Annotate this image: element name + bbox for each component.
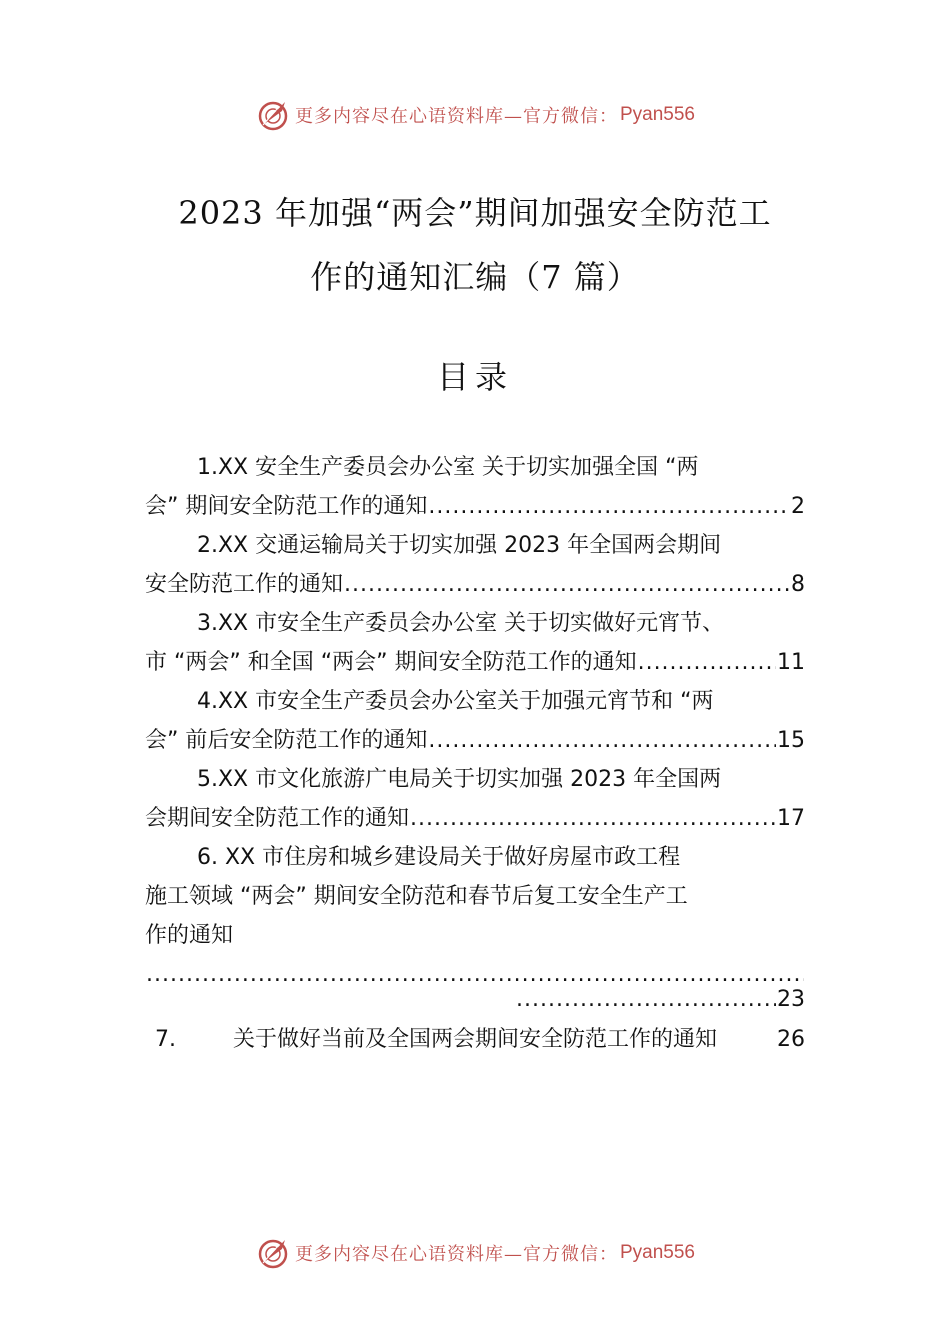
toc-entry-3-title-end: 市 “两会” 和全国 “两会” 期间安全防范工作的通知 (145, 650, 637, 675)
toc-entry-5-line1[interactable]: 5.XX 市文化旅游广电局关于切实加强 2023 年全国两 (197, 767, 722, 792)
watermark-text: 更多内容尽在心语资料库—官方微信： (294, 1244, 618, 1265)
document-title-line1: 2023 年加强“两会”期间加强安全防范工 (178, 194, 772, 232)
toc-entry-1-title-end: 会” 期间安全防范工作的通知 (145, 494, 428, 519)
toc-leader-dots (638, 645, 776, 681)
toc-leader-dots (428, 489, 790, 525)
watermark-text: 更多内容尽在心语资料库—官方微信： (294, 106, 618, 127)
toc-entry-7-number: 7. (155, 1027, 176, 1052)
watermark-handle: Pyan556 (619, 1242, 695, 1263)
toc-entry-2-page: 8 (791, 572, 805, 597)
watermark-handle: Pyan556 (619, 104, 695, 125)
toc-entry-7-page: 26 (777, 1027, 805, 1052)
toc-entry-7[interactable] (145, 1022, 805, 1058)
toc-entry-7-title: 关于做好当前及全国两会期间安全防范工作的通知 (233, 1027, 718, 1052)
toc-entry-3-line2[interactable] (145, 645, 805, 681)
toc-entry-1-line1[interactable]: 1.XX 安全生产委员会办公室 关于切实加强全国 “两 (197, 455, 699, 480)
toc-entry-2-line2[interactable] (145, 567, 805, 603)
watermark-footer (0, 1233, 950, 1273)
toc-entry-4-page: 15 (777, 728, 805, 753)
toc-entry-2-line1[interactable]: 2.XX 交通运输局关于切实加强 2023 年全国两会期间 (197, 533, 722, 558)
toc-entry-6-line3[interactable]: 作的通知 (145, 923, 234, 948)
toc-leader-dots (428, 723, 776, 759)
toc-entry-5-line2[interactable] (145, 801, 805, 837)
toc-entry-1-page: 2 (791, 494, 805, 519)
toc-heading: 目录 (436, 358, 513, 396)
toc-leader-dots (344, 567, 790, 603)
toc-entry-4-line2[interactable] (145, 723, 805, 759)
toc-entry-6-line2[interactable]: 施工领域 “两会” 期间安全防范和春节后复工安全生产工 (145, 884, 688, 909)
quill-logo-icon (255, 97, 291, 133)
toc-entry-4-title-end: 会” 前后安全防范工作的通知 (145, 728, 428, 753)
quill-logo-icon (255, 1235, 291, 1271)
toc-entry-3-page: 11 (777, 650, 805, 675)
toc-entry-4-line1[interactable]: 4.XX 市安全生产委员会办公室关于加强元宵节和 “两 (197, 689, 714, 714)
toc-entry-5-page: 17 (777, 806, 805, 831)
toc-entry-6-page: 23 (777, 987, 805, 1012)
watermark-header (0, 95, 950, 135)
toc-entry-3-line1[interactable]: 3.XX 市安全生产委员会办公室 关于切实做好元宵节、 (197, 611, 725, 636)
toc-entry-6-line1[interactable]: 6. XX 市住房和城乡建设局关于做好房屋市政工程 (197, 845, 681, 870)
toc-entry-2-title-end: 安全防范工作的通知 (145, 572, 344, 597)
toc-entry-1-line2[interactable] (145, 489, 805, 525)
toc-leader-dots (410, 801, 776, 837)
toc-entry-6-leader-end[interactable] (515, 982, 805, 1018)
toc-entry-5-title-end: 会期间安全防范工作的通知 (145, 806, 410, 831)
document-title-line2: 作的通知汇编（7 篇） (310, 258, 640, 296)
toc-leader-dots (516, 982, 776, 1018)
